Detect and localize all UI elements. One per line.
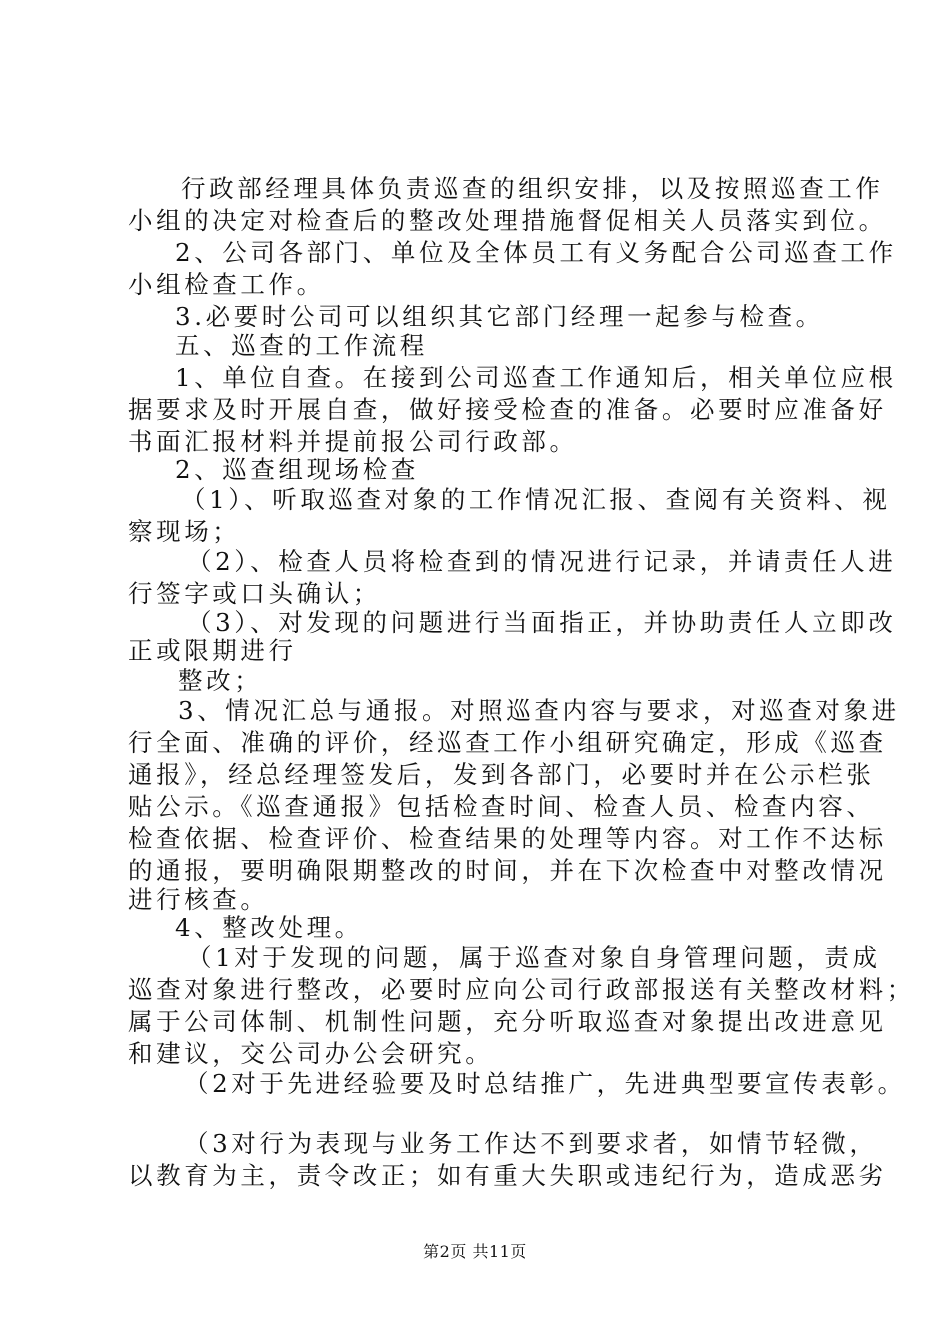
- paragraph-line: 巡查对象进行整改，必要时应向公司行政部报送有关整改材料；: [128, 975, 915, 1004]
- paragraph-line: 属于公司体制、机制性问题，充分听取巡查对象提出改进意见: [128, 1007, 887, 1036]
- paragraph-line: 2、巡查组现场检查: [175, 455, 419, 484]
- paragraph-line: 进行核查。: [128, 885, 269, 914]
- paragraph-line: 和建议，交公司办公会研究。: [128, 1039, 494, 1068]
- paragraph-line: 通报》，经总经理签发后，发到各部门，必要时并在公示栏张: [128, 760, 875, 789]
- paragraph-line: 书面汇报材料并提前报公司行政部。: [128, 427, 578, 456]
- paragraph-line: 检查依据、检查评价、检查结果的处理等内容。对工作不达标: [128, 824, 887, 853]
- paragraph-line: 察现场；: [128, 517, 241, 546]
- paragraph-line: （1）、听取巡查对象的工作情况汇报、查阅有关资料、视: [181, 485, 891, 514]
- paragraph-line: （1对于发现的问题，属于巡查对象自身管理问题，责成: [187, 943, 881, 972]
- paragraph-line: （2对于先进经验要及时总结推广，先进典型要宣传表彰。: [184, 1069, 906, 1098]
- paragraph-line: 小组的决定对检查后的整改处理措施督促相关人员落实到位。: [128, 206, 887, 235]
- paragraph-line: 的通报，要明确限期整改的时间，并在下次检查中对整改情况: [128, 856, 887, 885]
- paragraph-line: 4、整改处理。: [175, 913, 363, 942]
- paragraph-line: 以教育为主，责令改正；如有重大失职或违纪行为，造成恶劣: [128, 1161, 887, 1190]
- paragraph-line: （3）、对发现的问题进行当面指正，并协助责任人立即改: [187, 608, 897, 637]
- paragraph-line: 1、单位自查。在接到公司巡查工作通知后，相关单位应根: [175, 363, 897, 392]
- paragraph-line: 据要求及时开展自查，做好接受检查的准备。必要时应准备好: [128, 395, 887, 424]
- paragraph-line: 贴公示。《巡查通报》包括检查时间、检查人员、检查内容、: [128, 792, 875, 821]
- paragraph-line: （3对行为表现与业务工作达不到要求者，如情节轻微，: [184, 1129, 878, 1158]
- paragraph-line: 3、情况汇总与通报。对照巡查内容与要求，对巡查对象进: [178, 696, 900, 725]
- paragraph-line: 2、公司各部门、单位及全体员工有义务配合公司巡查工作: [175, 238, 897, 267]
- paragraph-line: 小组检查工作。: [128, 270, 325, 299]
- page-footer: 第2页 共11页: [423, 1242, 527, 1261]
- paragraph-line: （2）、检查人员将检查到的情况进行记录，并请责任人进: [187, 547, 897, 576]
- paragraph-line: 整改；: [178, 666, 263, 695]
- paragraph-line: 行全面、准确的评价，经巡查工作小组研究确定，形成《巡查: [128, 728, 887, 757]
- section-heading: 五、巡查的工作流程: [175, 331, 428, 360]
- paragraph-line: 行签字或口头确认；: [128, 579, 381, 608]
- paragraph-line: 行政部经理具体负责巡查的组织安排，以及按照巡查工作: [181, 174, 884, 203]
- paragraph-line: 正或限期进行: [128, 636, 297, 665]
- paragraph-line: 3.必要时公司可以组织其它部门经理一起参与检查。: [175, 302, 824, 331]
